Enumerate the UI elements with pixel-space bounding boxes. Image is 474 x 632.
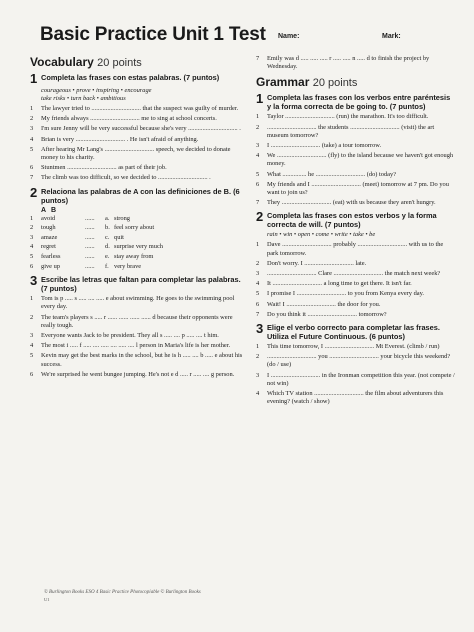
exercise-number: 2 (30, 184, 38, 200)
list-item (256, 241, 456, 257)
item-number: 5 (30, 145, 34, 153)
list-item (256, 152, 456, 168)
item-text[interactable]: Dave ............................... probably ............................... with us to the park tomorrow. (267, 241, 444, 257)
item-text[interactable]: Do you think it ............................... tomorrow? (267, 310, 387, 318)
table-row (30, 243, 245, 252)
column-a-header: A (41, 206, 47, 214)
vocabulary-heading (30, 55, 245, 69)
table-row (30, 253, 245, 262)
item-number: 1 (256, 113, 260, 121)
word-a: give up (41, 262, 60, 270)
item-number: 7 (256, 55, 260, 62)
vocab-ex3-items (30, 295, 245, 379)
list-item (256, 199, 456, 207)
word-a: regret (41, 243, 56, 251)
item-number: 2 (256, 123, 260, 131)
letter-b: c. (105, 233, 110, 241)
row-number: 1 (30, 214, 34, 222)
grammar-ex3-heading (256, 323, 456, 341)
item-number: 2 (30, 115, 34, 123)
vocabulary-section (30, 55, 245, 381)
item-text[interactable]: Stuntmen ............................... as part of their job. (41, 164, 167, 172)
answer-blank[interactable]: ...... (85, 243, 95, 251)
item-text[interactable]: After hearing Mr Lang's ............................... speech, we decided to donate money to his charity. (41, 145, 231, 162)
list-item (30, 371, 245, 379)
wordbank-line: courageous • prove • inspiring • encourage (41, 87, 152, 94)
mark-label: Mark: (382, 33, 401, 40)
wordbank-line: rain • win • open • come • write • take • be (267, 231, 376, 239)
item-text[interactable]: Which TV station ............................... the film about adventurers this evening? (watch / show) (267, 390, 444, 406)
item-text[interactable]: ............................... the students ............................... (visit) the art museum tomorrow? (267, 123, 435, 139)
item-text[interactable]: I ............................... in the Ironman competition this year. (not compete / not win) (267, 371, 455, 387)
item-text[interactable]: The most i ..... f ..... .... ..... .... ..... .... l person in Maria's life is her mother. (41, 342, 231, 350)
item-text[interactable]: It ............................... a long time to get there. It isn't far. (267, 280, 412, 288)
list-item (256, 142, 456, 150)
item-number: 4 (256, 152, 260, 160)
item-number: 2 (256, 353, 260, 361)
item-text[interactable]: The climb was too difficult, so we decided to ............................... . (41, 174, 211, 182)
item-number: 1 (30, 295, 34, 303)
list-item (256, 311, 456, 319)
item-text[interactable]: My friends and I ............................... (meet) tomorrow at 7 pm. Do you want to join us? (267, 180, 449, 197)
vocab-ex1-wordbank (30, 87, 245, 103)
list-item (256, 171, 456, 179)
row-number: 2 (30, 224, 34, 232)
item-number: 3 (30, 332, 34, 339)
list-item (256, 372, 456, 388)
item-number: 3 (256, 142, 260, 150)
table-row (30, 263, 245, 272)
item-number: 3 (256, 371, 260, 379)
item-text[interactable]: I ............................... (take) a tour tomorrow. (267, 142, 382, 150)
column-b-header: B (51, 206, 57, 214)
list-item (256, 343, 456, 351)
list-item (256, 353, 456, 369)
item-number: 7 (256, 199, 260, 207)
item-number: 5 (256, 170, 260, 178)
definition-b: quit (114, 233, 124, 241)
exercise-instruction: Completa las frases con estas palabras. (7 puntos) (41, 73, 220, 82)
row-number: 4 (30, 243, 34, 251)
vocabulary-title: Vocabulary (30, 55, 94, 69)
list-item (256, 55, 456, 71)
list-item (256, 124, 456, 140)
item-number: 4 (30, 342, 34, 350)
list-item (30, 146, 245, 162)
list-item (256, 390, 456, 406)
item-number: 4 (256, 280, 260, 288)
exercise-instruction: Relaciona las palabras de A con las definiciones de B. (6 puntos) (41, 186, 240, 205)
row-number: 3 (30, 233, 34, 241)
list-item (30, 342, 245, 350)
list-item (30, 136, 245, 144)
item-text[interactable]: Kevin may get the best marks in the school, but he is h ..... .... b ..... e about his success. (41, 352, 243, 368)
list-item (30, 174, 245, 182)
item-number: 7 (30, 174, 34, 182)
list-item (256, 280, 456, 288)
grammar-title: Grammar (256, 75, 310, 90)
exercise-instruction: Escribe las letras que faltan para completar las palabras. (7 puntos) (41, 275, 241, 294)
letter-b: a. (105, 214, 110, 222)
vocab-ex2-heading (30, 184, 245, 205)
item-number: 1 (256, 343, 260, 351)
page-header (40, 24, 460, 48)
exercise-instruction: Completa las frases con estos verbos y la forma correcta de will. (7 puntos) (267, 211, 437, 230)
item-text[interactable]: Brian is very ............................... . He isn't afraid of anything. (41, 135, 199, 143)
item-number: 6 (256, 300, 260, 308)
item-text[interactable]: I'm sure Jenny will be very successful because she's very ............................... . (41, 125, 241, 133)
item-number: 1 (256, 241, 260, 249)
list-item (30, 352, 245, 368)
list-item (30, 332, 245, 340)
grammar-ex2-wordbank (256, 231, 456, 239)
item-text[interactable]: Wait! I ............................... the door for you. (267, 300, 381, 308)
grammar-column (256, 55, 456, 408)
word-a: avoid (41, 214, 56, 222)
answer-blank[interactable]: ...... (85, 253, 95, 260)
exercise-number: 1 (256, 91, 264, 107)
grammar-ex2-items (256, 241, 456, 319)
item-number: 3 (30, 125, 34, 133)
answer-blank[interactable]: ...... (85, 224, 95, 232)
answer-blank[interactable]: ...... (85, 262, 95, 270)
list-item (30, 295, 245, 311)
grammar-ex2-heading (256, 211, 456, 229)
item-text[interactable]: What ............... he ............................... (do) today? (267, 170, 397, 178)
word-a: amaze (41, 233, 58, 241)
vocab-ex3-heading (30, 275, 245, 293)
item-text[interactable]: ............................... you ............................... your bicycle this weekend? (do / use) (267, 353, 451, 369)
item-number: 3 (256, 270, 260, 278)
definition-b: feel sorry about (114, 224, 155, 232)
item-number: 6 (256, 180, 260, 188)
item-text[interactable]: We ............................... (fly) to the island because we haven't got enough money. (267, 152, 454, 168)
exercise-number: 3 (30, 273, 38, 289)
item-text[interactable]: The lawyer tried to ............................... that the suspect was guilty of murder. (41, 105, 239, 112)
item-text[interactable]: My friends always ............................... me to sing at school concerts. (41, 115, 217, 123)
item-text[interactable]: Emily was d ..... ..... ..... r ..... ..... n ..... d to finish the project by Wednesday. (267, 55, 430, 71)
exercise-number: 2 (256, 209, 264, 225)
page-footer: © Burlington Books ESO 4 Basic Practice Photocopiable © Burlington Books (44, 590, 201, 595)
exercise-instruction: Elige el verbo correcto para completar las frases. Utiliza el Future Continuous. (6 puntos) (267, 323, 440, 342)
row-number: 6 (30, 262, 34, 270)
item-text[interactable]: They ............................... (eat) with us because they aren't hungry. (267, 199, 436, 207)
item-text[interactable]: Tom is p ..... s ..... .... ..... e about swimming. He goes to the swimming pool every day. (41, 295, 235, 311)
item-number: 2 (256, 259, 260, 267)
answer-blank[interactable]: ...... (85, 214, 95, 222)
exercise-number: 3 (256, 321, 264, 337)
definition-b: stay away from (114, 253, 154, 260)
match-table (30, 215, 245, 272)
list-item (30, 115, 245, 123)
page-number: U1 (44, 597, 50, 602)
name-label: Name: (278, 33, 300, 40)
list-item (256, 301, 456, 309)
definition-b: very brave (114, 262, 142, 270)
definition-b: strong (114, 214, 130, 222)
answer-blank[interactable]: ...... (85, 233, 95, 241)
vocab-ex1-items (30, 105, 245, 183)
item-number: 5 (30, 352, 34, 360)
grammar-ex1-heading (256, 93, 456, 111)
item-number: 6 (30, 370, 34, 378)
item-number: 1 (30, 105, 34, 112)
list-item (256, 181, 456, 197)
vocab-ex3-continued (256, 55, 456, 71)
item-number: 6 (30, 164, 34, 172)
word-a: tough (41, 224, 56, 232)
exercise-instruction: Completa las frases con los verbos entre paréntesis y la forma correcta de be going to. (7 puntos) (267, 93, 451, 112)
item-text[interactable]: Taylor ............................... (run) the marathon. It's too difficult. (267, 113, 429, 121)
letter-b: e. (105, 253, 110, 260)
list-item (30, 314, 245, 330)
vocab-ex1-heading (30, 73, 245, 85)
list-item (30, 105, 245, 113)
page-title: Basic Practice Unit 1 Test (40, 24, 266, 45)
word-a: fearless (41, 253, 61, 260)
row-number: 5 (30, 253, 34, 260)
letter-b: f. (105, 262, 109, 270)
vocabulary-points: 20 points (97, 57, 142, 69)
wordbank-line: take risks • turn back • ambitious (41, 95, 126, 102)
grammar-heading (256, 75, 456, 89)
grammar-points: 20 points (312, 77, 358, 90)
item-number: 5 (256, 290, 260, 298)
list-item (256, 113, 456, 121)
item-number: 4 (30, 135, 34, 143)
grammar-ex3-items (256, 343, 456, 406)
table-row (30, 234, 245, 243)
item-number: 2 (30, 313, 34, 321)
item-text[interactable]: We're surprised he went bungee jumping. He's not e d ..... r ..... .... g person. (41, 370, 235, 378)
item-text[interactable]: The team's players s ..... r ...... ...... ...... ...... d because their opponents were really tough. (41, 313, 233, 329)
exercise-number: 1 (30, 71, 38, 86)
item-text[interactable]: Everyone wants Jack to be president. They all s ..... .... p ..... .... t him. (41, 332, 219, 339)
item-number: 7 (256, 310, 260, 318)
list-item (256, 290, 456, 298)
table-row (30, 224, 245, 233)
table-row (30, 215, 245, 224)
definition-b: surprise very much (114, 243, 163, 251)
grammar-ex1-items (256, 113, 456, 207)
item-text[interactable]: I promise I ............................... to you from Kenya every day. (267, 290, 425, 298)
list-item (30, 164, 245, 172)
list-item (256, 260, 456, 268)
item-text[interactable]: This time tomorrow, I ............................... Mt Everest. (climb / run) (267, 343, 440, 351)
match-column-headers (30, 207, 245, 214)
list-item (30, 125, 245, 133)
item-text[interactable]: ............................... Clare ............................... the match next week? (267, 270, 441, 278)
item-number: 4 (256, 390, 260, 398)
list-item (256, 270, 456, 278)
item-text[interactable]: Don't worry. I ............................... late. (267, 259, 367, 267)
letter-b: b. (105, 224, 110, 232)
letter-b: d. (105, 243, 110, 251)
